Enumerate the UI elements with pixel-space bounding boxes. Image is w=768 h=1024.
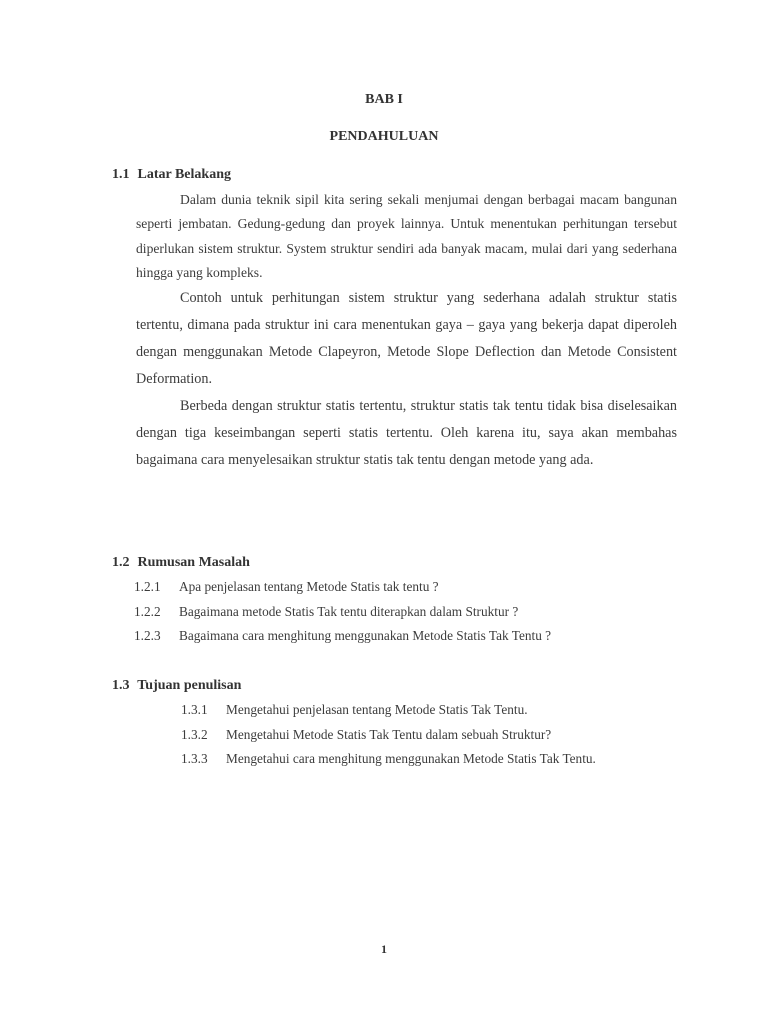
list-item-number: 1.2.2 (134, 603, 161, 619)
list-item-text: Bagaimana metode Statis Tak tentu diterapkan dalam Struktur ? (179, 603, 519, 619)
list-item-number: 1.2.3 (134, 628, 161, 643)
section-heading-rumusan-masalah (112, 555, 250, 571)
list-item (134, 624, 551, 649)
page-number: 1 (381, 942, 387, 956)
section-number: 1.3 (112, 678, 130, 693)
list-item-number: 1.2.1 (134, 579, 161, 594)
section-title: Tujuan penulisan (137, 678, 242, 693)
list-item-number: 1.3.3 (181, 751, 208, 766)
chapter-title: PENDAHULUAN (329, 129, 439, 144)
paragraph-1 (136, 188, 677, 285)
list-item-text: Mengetahui cara menghitung menggunakan Metode Statis Tak Tentu. (226, 751, 596, 766)
paragraph-text: Contoh untuk perhitungan sistem struktur yang sederhana adalah struktur statis tertentu, dimana pada struktur ini cara menentukan gaya – gaya yang bekerja dapat diperoleh dengan menggunakan Metode Clapeyron, Metode Slope Deflection dan Metode Consistent Deformation. (136, 290, 677, 387)
tujuan-penulisan-list (181, 698, 596, 772)
list-item-number: 1.3.1 (181, 702, 208, 717)
section-heading-tujuan-penulisan (112, 678, 241, 694)
section-title: Latar Belakang (137, 167, 231, 182)
list-item (134, 575, 551, 600)
list-item-text: Mengetahui Metode Statis Tak Tentu dalam sebuah Struktur? (226, 726, 552, 742)
list-item (181, 723, 596, 748)
list-item-text: Apa penjelasan tentang Metode Statis tak tentu ? (179, 579, 439, 594)
rumusan-masalah-list (134, 575, 551, 649)
paragraph-text: Dalam dunia teknik sipil kita sering sekali menjumai dengan berbagai macam bangunan seperti jembatan. Gedung-gedung dan proyek lainnya. Untuk menentukan perhitungan tersebut diperlukan sistem struktur. System struktur sendiri ada banyak macam, mulai dari yang sederhana hingga yang kompleks. (136, 192, 677, 280)
list-item-number: 1.3.2 (181, 726, 208, 742)
section-heading-latar-belakang (112, 167, 231, 183)
section-title: Rumusan Masalah (137, 555, 250, 570)
list-item (181, 747, 596, 772)
list-item (134, 600, 551, 625)
paragraph-2 (136, 285, 677, 393)
chapter-label: BAB I (365, 92, 403, 107)
section-number: 1.1 (112, 167, 130, 182)
paragraph-text: Berbeda dengan struktur statis tertentu, struktur statis tak tentu tidak bisa diselesaikan dengan tiga keseimbangan seperti statis tertentu. Oleh karena itu, saya akan membahas bagaimana cara menyelesaikan struktur statis tak tentu dengan metode yang ada. (136, 398, 677, 468)
paragraph-3 (136, 393, 677, 474)
list-item-text: Bagaimana cara menghitung menggunakan Metode Statis Tak Tentu ? (179, 628, 552, 643)
section-number: 1.2 (112, 555, 130, 570)
list-item-text: Mengetahui penjelasan tentang Metode Statis Tak Tentu. (226, 702, 528, 717)
list-item (181, 698, 596, 723)
